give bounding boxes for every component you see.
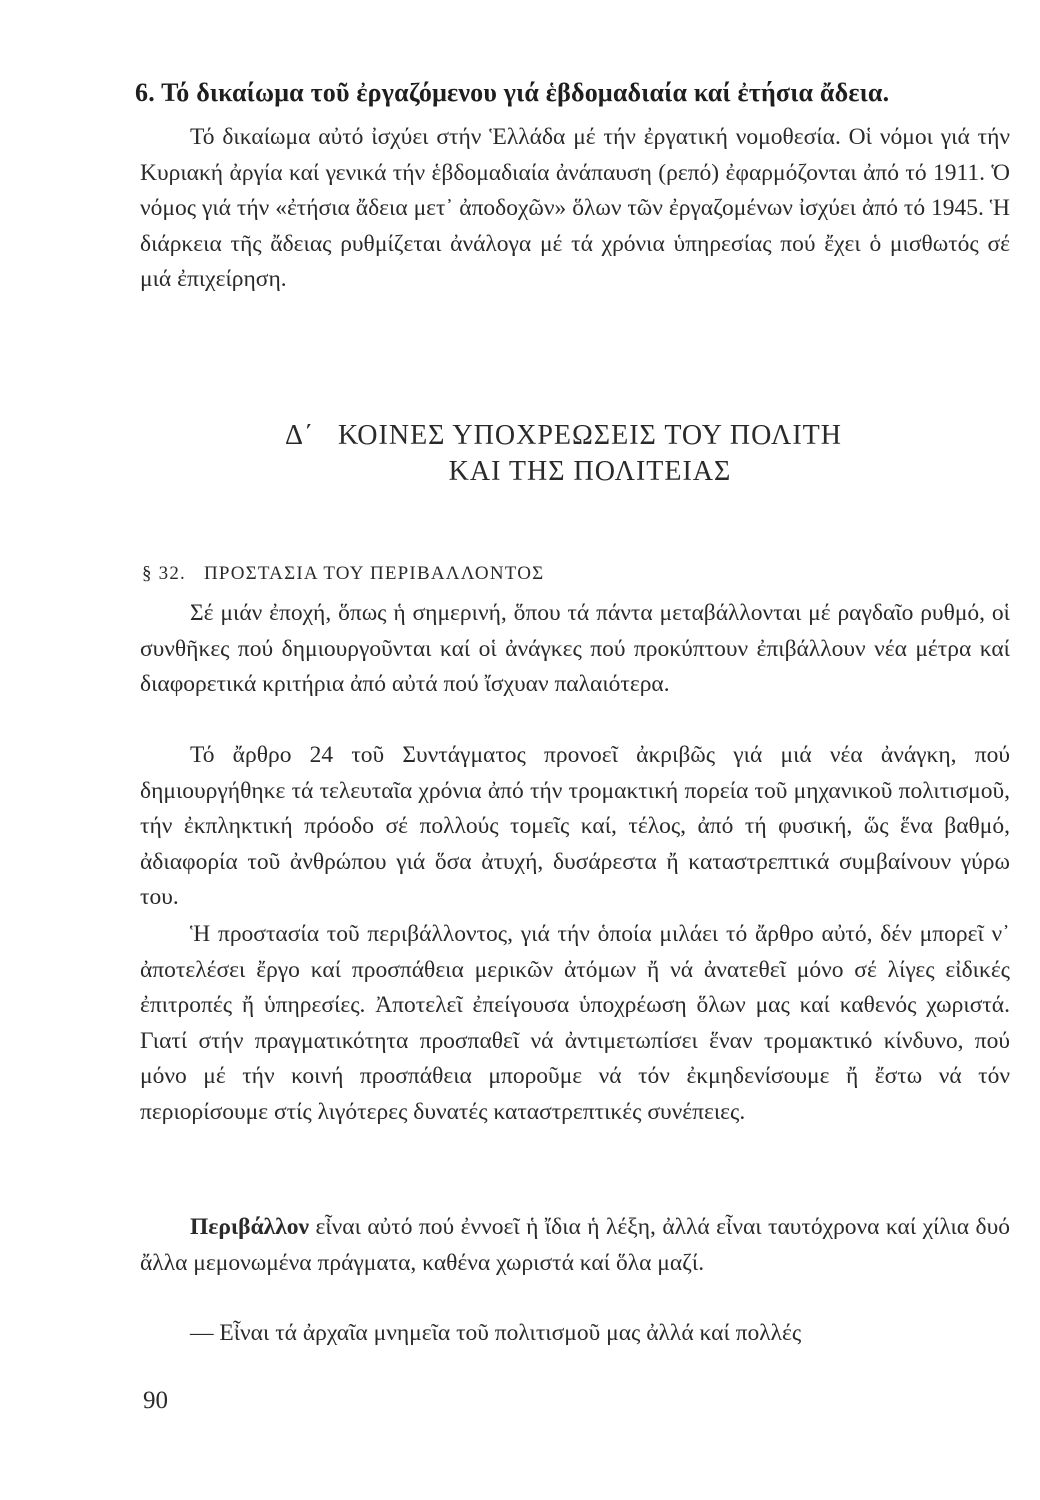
paragraph-environment-definition	[140, 1210, 1010, 1281]
paragraph-text: Τό δικαίωμα αὐτό ἰσχύει στήν Ἑλλάδα μέ τήν ἐργατική νομοθεσία. Οἱ νόμοι γιά τήν Κυριακή ἀργία καί γενικά τήν ἑβδομαδιαία ἀνάπαυση (ρεπό) ἐφαρμόζονται ἀπό τό 1911. Ὁ νόμος γιά τήν «ἐτήσια ἄδεια μετ᾽ ἀποδοχῶν» ὅλων τῶν ἐργαζομένων ἰσχύει ἀπό τό 1945. Ἡ διάρκεια τῆς ἄδειας ρυθμίζεται ἀνάλογα μέ τά χρόνια ὑπηρεσίας πού ἔχει ὁ μισθωτός σέ μιά ἐπιχείρηση.	[140, 124, 1010, 292]
page-number: 90	[143, 1387, 168, 1414]
paragraph-text: Τό ἄρθρο 24 τοῦ Συντάγματος προνοεῖ ἀκριβῶς γιά μιά νέα ἀνάγκη, πού δημιουργήθηκε τά τελευταῖα χρόνια ἀπό τήν τρομακτική πορεία τοῦ μηχανικοῦ πολιτισμοῦ, τήν ἐκπληκτική πρόοδο σέ πολλούς τομεῖς καί, τέλος, ἀπό τή φυσική, ὥς ἕνα βαθμό, ἀδιαφορία τοῦ ἀνθρώπου γιά ὅσα ἀτυχή, δυσάρεστα ἤ καταστρεπτικά συμβαίνουν γύρω του.	[140, 742, 1010, 910]
chapter-title	[140, 418, 970, 490]
paragraph-text: Σέ μιάν ἐποχή, ὅπως ἡ σημερινή, ὅπου τά πάντα μεταβάλλονται μέ ραγδαῖο ρυθμό, οἱ συνθῆκες πού δημιουργοῦνται καί οἱ ἀνάγκες πού προκύπτουν ἐπιβάλλουν νέα μέτρα καί διαφορετικά κριτήρια ἀπό αὐτά πού ἴσχυαν παλαιότερα.	[140, 600, 1010, 697]
section-title: ΠΡΟΣΤΑΣΙΑ ΤΟΥ ΠΕΡΙΒΑΛΛΟΝΤΟΣ	[204, 563, 545, 584]
paragraph-environment-protection	[140, 917, 1010, 1130]
chapter-title-line-1: ΚΟΙΝΕΣ ΥΠΟΧΡΕΩΣΕΙΣ ΤΟΥ ΠΟΛΙΤΗ	[338, 420, 842, 451]
section-number: § 32.	[142, 563, 186, 584]
section-heading	[142, 563, 544, 585]
paragraph-new-era	[140, 596, 1010, 703]
paragraph-text: — Εἶναι τά ἀρχαῖα μνημεῖα τοῦ πολιτισμοῦ μας ἀλλά καί πολλές	[190, 1320, 802, 1346]
paragraph-text: εἶναι αὐτό πού ἐννοεῖ ἡ ἴδια ἡ λέξη, ἀλλά εἶναι ταυτόχρονα καί χίλια δυό ἄλλα μεμονωμένα πράγματα, καθένα χωριστά καί ὅλα μαζί.	[140, 1214, 1010, 1276]
defined-term: Περιβάλλον	[190, 1214, 310, 1240]
paragraph-weekly-annual-leave	[140, 120, 1010, 298]
paragraph-monuments	[140, 1316, 1010, 1352]
chapter-title-line-2: ΚΑΙ ΤΗΣ ΠΟΛΙΤΕΙΑΣ	[448, 456, 732, 487]
paragraph-text: Ἡ προστασία τοῦ περιβάλλοντος, γιά τήν ὁποία μιλάει τό ἄρθρο αὐτό, δέν μπορεῖ ν᾽ ἀποτελέσει ἔργο καί προσπάθεια μερικῶν ἀτόμων ἤ νά ἀνατεθεῖ μόνο σέ λίγες εἰδικές ἐπιτροπές ἤ ὑπηρεσίες. Ἀποτελεῖ ἐπείγουσα ὑποχρέωση ὅλων μας καί καθενός χωριστά. Γιατί στήν πραγματικότητα προσπαθεῖ νά ἀντιμετωπίσει ἕναν τρομακτικό κίνδυνο, πού μόνο μέ τήν κοινή προσπάθεια μποροῦμε νά τόν ἐκμηδενίσουμε ἤ ἔστω νά τόν περιορίσουμε στίς λιγότερες δυνατές καταστρεπτικές συνέπειες.	[140, 921, 1010, 1125]
subsection-heading: 6. Τό δικαίωμα τοῦ ἐργαζόμενου γιά ἑβδομαδιαία καί ἐτήσια ἄδεια.	[135, 78, 890, 107]
paragraph-article-24	[140, 738, 1010, 916]
chapter-letter: Δ΄	[285, 420, 315, 451]
